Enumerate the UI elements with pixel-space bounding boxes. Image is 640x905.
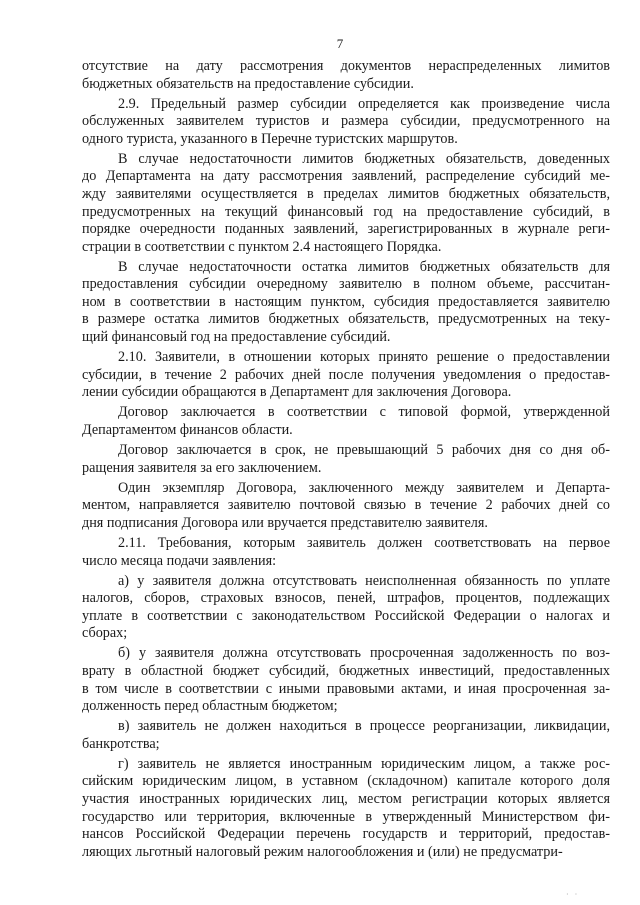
- paragraph: [82, 58, 610, 93]
- text-line: врату в областной бюджет субсидий, бюджетных инвестиций, предоставленных: [82, 662, 610, 679]
- text-line: Департаментом финансов области.: [82, 421, 293, 438]
- text-line: жду заявителями осуществляется в пределах лимитов бюджетных обязательств,: [82, 186, 610, 203]
- page-number: 7: [336, 36, 344, 51]
- text-line: В случае недостаточности лимитов бюджетных обязательств, доведенных: [118, 150, 610, 167]
- text-line: 2.11. Требования, которым заявитель должен соответствовать на первое: [118, 534, 610, 551]
- text-line: ментом, направляется заявителю почтовой связью в течение 2 рабочих дней со: [82, 497, 610, 514]
- text-line: предоставления субсидии очередному заявителю в полном объеме, рассчитан-: [82, 276, 610, 293]
- text-line: одного туриста, указанного в Перечне туристских маршрутов.: [82, 130, 458, 147]
- text-line: обслуженных заявителем туристов и размера субсидии, предусмотренного на: [82, 113, 610, 130]
- paragraph: [82, 404, 610, 439]
- text-line: страции в соответствии с пунктом 2.4 настоящего Порядка.: [82, 238, 442, 255]
- text-line: сийским юридическим лицом, в уставном (складочном) капитале которого доля: [82, 773, 610, 790]
- text-line: участия иностранных юридических лиц, местом регистрации которых является: [82, 791, 610, 807]
- paragraph: [82, 645, 610, 715]
- paragraph: [82, 756, 610, 861]
- text-line: налогов, сборов, страховых взносов, пеней, штрафов, процентов, подлежащих: [82, 590, 610, 607]
- document-body: [82, 58, 610, 864]
- text-line: 2.9. Предельный размер субсидии определяется как произведение числа: [118, 95, 610, 112]
- text-line: 2.10. Заявители, в отношении которых принято решение о предоставлении: [118, 349, 610, 366]
- text-line: б) у заявителя должна отсутствовать просроченная задолженность по воз-: [118, 645, 610, 662]
- text-line: нансов Российской Федерации перечень государств и территорий, предостав-: [82, 826, 610, 843]
- text-line: щий финансовый год на предоставление субсидий.: [82, 328, 391, 345]
- text-line: отсутствие на дату рассмотрения документов нераспределенных лимитов: [82, 58, 610, 74]
- text-line: в) заявитель не должен находиться в процессе реорганизации, ликвидации,: [118, 718, 610, 735]
- text-line: лении субсидии обращаются в Департамент для заключения Договора.: [82, 384, 512, 401]
- paragraph: [82, 718, 610, 753]
- text-line: Один экземпляр Договора, заключенного между заявителем и Департа-: [118, 479, 610, 496]
- text-line: банкротства;: [82, 735, 160, 752]
- text-line: число месяца подачи заявления:: [82, 552, 277, 569]
- text-line: государство или территория, включенные в утвержденный Министерством фи-: [82, 808, 610, 825]
- text-line: в том числе в соответствии с иными правовыми актами, и иная просроченная за-: [82, 680, 610, 697]
- text-line: В случае недостаточности остатка лимитов бюджетных обязательств для: [118, 258, 610, 275]
- text-line: уплате в соответствии с законодательством Российской Федерации о налогах и: [82, 607, 610, 624]
- text-line: предусмотренных на текущий финансовый год на предоставление субсидий, в: [82, 203, 610, 220]
- scan-artifact: · ·: [566, 890, 580, 899]
- text-line: ном в соответствии в настоящим пунктом, субсидия предоставляется заявителю: [82, 293, 610, 310]
- text-line: в размере остатка лимитов бюджетных обязательств, предусмотренных на теку-: [82, 311, 610, 328]
- paragraph: [82, 442, 610, 477]
- text-line: субсидии, в течение 2 рабочих дней после получения уведомления о предостав-: [82, 366, 610, 383]
- text-line: до Департамента на дату рассмотрения заявлений, распределение субсидий ме-: [82, 168, 610, 185]
- paragraph: [82, 535, 610, 570]
- text-line: г) заявитель не является иностранным юридическим лицом, а также рос-: [118, 755, 610, 772]
- paragraph: [82, 96, 610, 149]
- text-line: ращения заявителя за его заключением.: [82, 459, 322, 476]
- paragraph: [82, 480, 610, 533]
- text-line: сборах;: [82, 625, 128, 642]
- paragraph: [82, 349, 610, 402]
- text-line: бюджетных обязательств на предоставление субсидии.: [82, 75, 414, 92]
- paragraph: [82, 151, 610, 256]
- paragraph: [82, 573, 610, 643]
- text-line: дня подписания Договора или вручается представителю заявителя.: [82, 514, 488, 531]
- text-line: долженность перед областным бюджетом;: [82, 698, 338, 715]
- text-line: Договор заключается в срок, не превышающий 5 рабочих дня со дня об-: [118, 442, 610, 459]
- text-line: а) у заявителя должна отсутствовать неисполненная обязанность по уплате: [118, 572, 610, 589]
- text-line: порядке очередности поданных заявлений, зарегистрированных в журнале реги-: [82, 221, 610, 238]
- text-line: Договор заключается в соответствии с типовой формой, утвержденной: [118, 404, 610, 421]
- text-line: ляющих льготный налоговый режим налогообложения и (или) не предусматри-: [82, 843, 563, 860]
- paragraph: [82, 259, 610, 347]
